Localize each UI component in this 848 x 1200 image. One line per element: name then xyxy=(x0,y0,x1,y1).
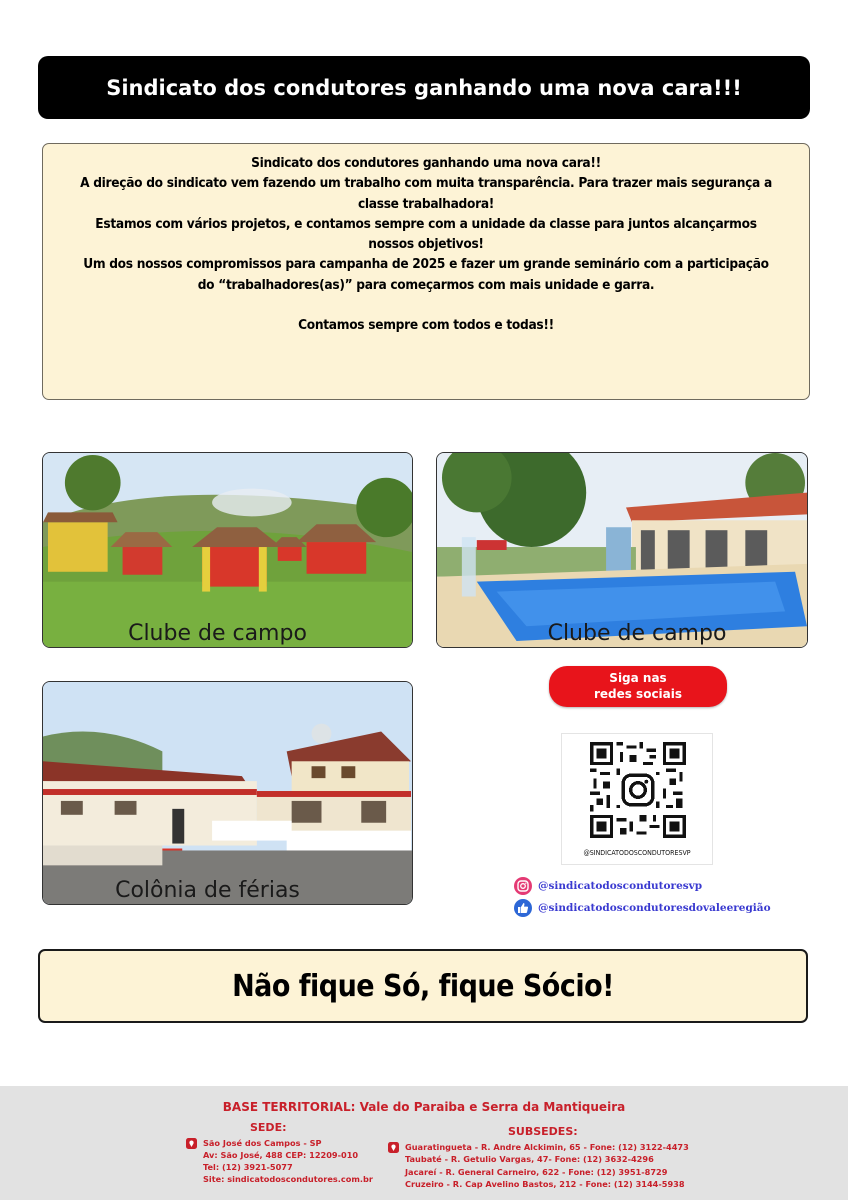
follow-button-line1: Siga nas xyxy=(609,671,667,685)
instagram-qr-card[interactable] xyxy=(561,733,713,865)
subsede-line: Cruzeiro - R. Cap Avelino Bastos, 212 - Fone: (12) 3144-5938 xyxy=(405,1178,685,1189)
announcement-line: Sindicato dos condutores ganhando uma nova cara!! xyxy=(251,155,601,171)
announcement-line: classe trabalhadora! xyxy=(357,195,495,212)
announcement-line: nossos objetivos! xyxy=(368,236,484,253)
instagram-handle-row[interactable] xyxy=(514,877,702,895)
photo-caption: Colônia de férias xyxy=(115,878,300,903)
page-title-bar xyxy=(38,56,810,119)
map-pin-icon xyxy=(388,1142,399,1154)
sede-site-link[interactable]: Site: sindicatodoscondutores.com.br xyxy=(203,1174,373,1184)
announcement-line: Um dos nossos compromissos para campanha de 2025 e fazer um grande seminário com a participação xyxy=(83,256,769,273)
photo-caption: Clube de campo xyxy=(128,621,307,646)
sede-line: Av: São José, 488 CEP: 12209-010 xyxy=(203,1150,359,1160)
sede-title: SEDE: xyxy=(250,1121,287,1134)
instagram-icon xyxy=(514,877,532,895)
map-pin-icon xyxy=(186,1138,197,1150)
colonia-image xyxy=(43,682,412,904)
photo-colonia-de-ferias xyxy=(42,681,413,905)
facebook-handle-row[interactable] xyxy=(514,899,771,917)
announcement-line: do “trabalhadores(as)” para começarmos com mais unidade e garra. xyxy=(197,276,655,293)
sede-block xyxy=(186,1137,373,1185)
subsede-line: Jacareí - R. General Carneiro, 622 - Fone: (12) 3951-8729 xyxy=(405,1166,668,1177)
photo-caption: Clube de campo xyxy=(547,621,727,646)
sede-line: São José dos Campos - SP xyxy=(203,1138,322,1148)
sede-line: Tel: (12) 3921-5077 xyxy=(203,1162,293,1172)
instagram-handle[interactable]: @sindicatodoscondutoresvp xyxy=(538,880,703,892)
page-title: Sindicato dos condutores ganhando uma nova cara!!! xyxy=(106,75,742,100)
thumbs-up-icon xyxy=(514,899,532,917)
subsede-line: Guaratingueta - R. Andre Alckimin, 65 - Fone: (12) 3122-4473 xyxy=(405,1142,689,1152)
qr-code xyxy=(590,742,686,838)
kiosks-image xyxy=(43,453,412,647)
follow-social-button[interactable] xyxy=(549,666,727,707)
announcement-line: A direção do sindicato vem fazendo um trabalho com muita transparência. Para trazer mais segurança a xyxy=(80,175,772,192)
facebook-handle[interactable]: @sindicatodoscondutoresdovaleeregião xyxy=(538,902,771,914)
qr-caption: @SINDICATODOSCONDUTORESVP xyxy=(583,849,691,857)
photo-clube-de-campo-pool xyxy=(436,452,808,648)
follow-button-line2: redes sociais xyxy=(593,687,683,701)
slogan-text: Não fique Só, fique Sócio! xyxy=(232,968,614,1004)
subsedes-block xyxy=(388,1141,689,1190)
footer xyxy=(0,1086,848,1200)
subsedes-title: SUBSEDES: xyxy=(508,1125,578,1138)
announcement-box xyxy=(42,143,810,400)
announcement-line: Estamos com vários projetos, e contamos sempre com a unidade da classe para juntos alcançarmos xyxy=(95,215,757,232)
slogan-box xyxy=(38,949,808,1023)
announcement-closing: Contamos sempre com todos e todas!! xyxy=(298,317,554,334)
subsede-line: Taubaté - R. Getulio Vargas, 47- Fone: (12) 3632-4296 xyxy=(405,1154,654,1165)
photo-clube-de-campo-kiosks xyxy=(42,452,413,648)
base-territorial: BASE TERRITORIAL: Vale do Paraiba e Serra da Mantiqueira xyxy=(222,1100,626,1114)
pool-image xyxy=(437,453,807,647)
